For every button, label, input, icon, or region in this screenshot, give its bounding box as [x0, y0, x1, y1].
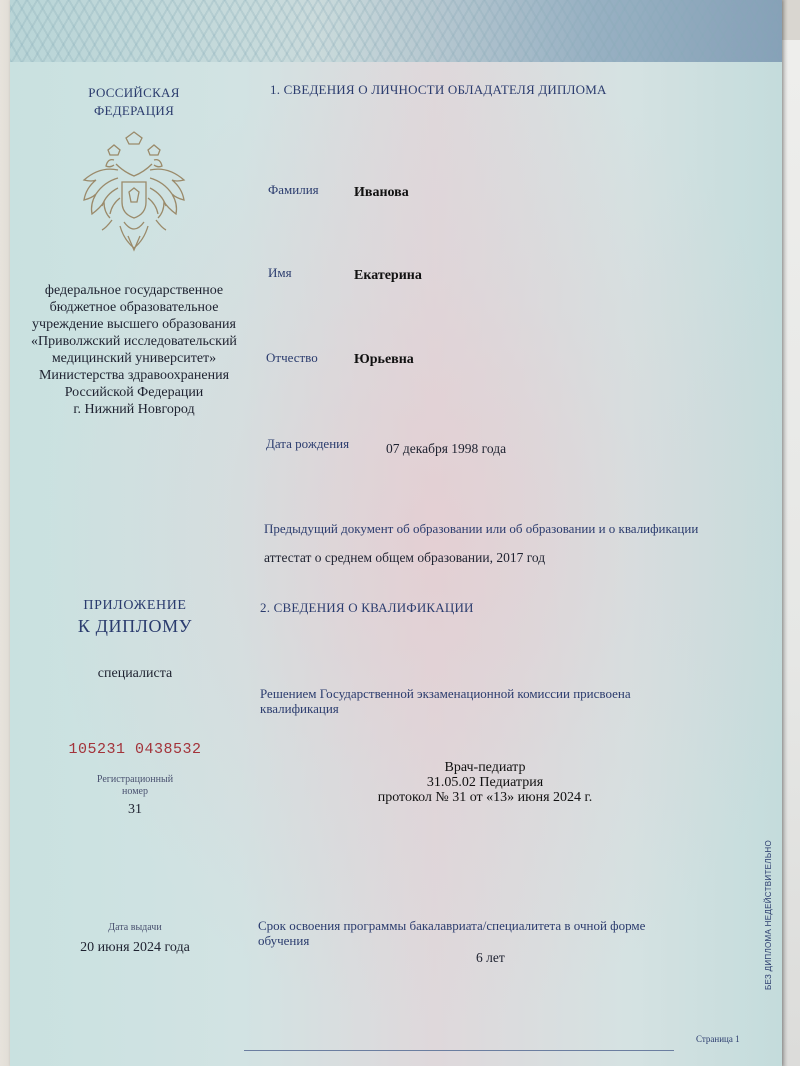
name-label: Имя	[268, 265, 292, 280]
birth-date-label: Дата рождения	[266, 436, 350, 451]
name-value: Екатерина	[354, 268, 422, 283]
validity-note: БЕЗ ДИПЛОМА НЕДЕЙСТВИТЕЛЬНО	[764, 839, 773, 990]
security-pattern-band	[10, 0, 782, 62]
study-duration-label: Срок освоения программы бакалавриата/специалитета в очной форме обучения	[258, 918, 646, 948]
section1-title: 1. СВЕДЕНИЯ О ЛИЧНОСТИ ОБЛАДАТЕЛЯ ДИПЛОМА	[270, 82, 607, 97]
page-edge-shadow	[782, 0, 788, 1066]
page-number: Страница 1	[696, 1034, 740, 1044]
surname-label: Фамилия	[268, 182, 319, 197]
registration-number: 31	[128, 802, 142, 817]
institution-name: федеральное государственное бюджетное образовательное учреждение высшего образования «Приволжский исследовательский медицинский университет» Министерства здравоохранения Российской Федерации г. Нижний Новгород	[31, 283, 237, 417]
protocol-text: протокол № 31 от «13» июня 2024 г.	[377, 790, 593, 805]
previous-document-value: аттестат о среднем общем образовании, 2017 год	[264, 550, 546, 565]
decision-text: Решением Государственной экзаменационной комиссии присвоена квалификация	[260, 686, 631, 716]
issue-date: 20 июня 2024 года	[80, 940, 190, 955]
qualification-title: Врач-педиатр	[444, 760, 526, 775]
education-level: специалиста	[97, 666, 173, 681]
specialty-code: 31.05.02 Педиатрия	[426, 775, 544, 790]
diploma-appendix-page	[10, 0, 782, 1066]
issue-date-label: Дата выдачи	[108, 922, 162, 933]
birth-date-value: 07 декабря 1998 года	[386, 441, 507, 456]
serial-number: 105231 0438532	[68, 741, 202, 758]
coat-of-arms-emblem	[74, 130, 194, 258]
patronymic-value: Юрьевна	[354, 352, 414, 367]
qualification-block	[340, 760, 630, 805]
registration-label: Регистрационный номер	[96, 774, 174, 797]
previous-document-label: Предыдущий документ об образовании или об образовании и о квалификации	[264, 521, 699, 536]
section2-title: 2. СВЕДЕНИЯ О КВАЛИФИКАЦИИ	[260, 600, 474, 615]
study-duration-value: 6 лет	[476, 950, 505, 965]
country-title: РОССИЙСКАЯ ФЕДЕРАЦИЯ	[88, 85, 180, 118]
surname-value: Иванова	[354, 185, 409, 200]
appendix-title: ПРИЛОЖЕНИЕ К ДИПЛОМУ	[77, 598, 193, 636]
footer-rule	[244, 1050, 674, 1051]
patronymic-label: Отчество	[266, 350, 318, 365]
